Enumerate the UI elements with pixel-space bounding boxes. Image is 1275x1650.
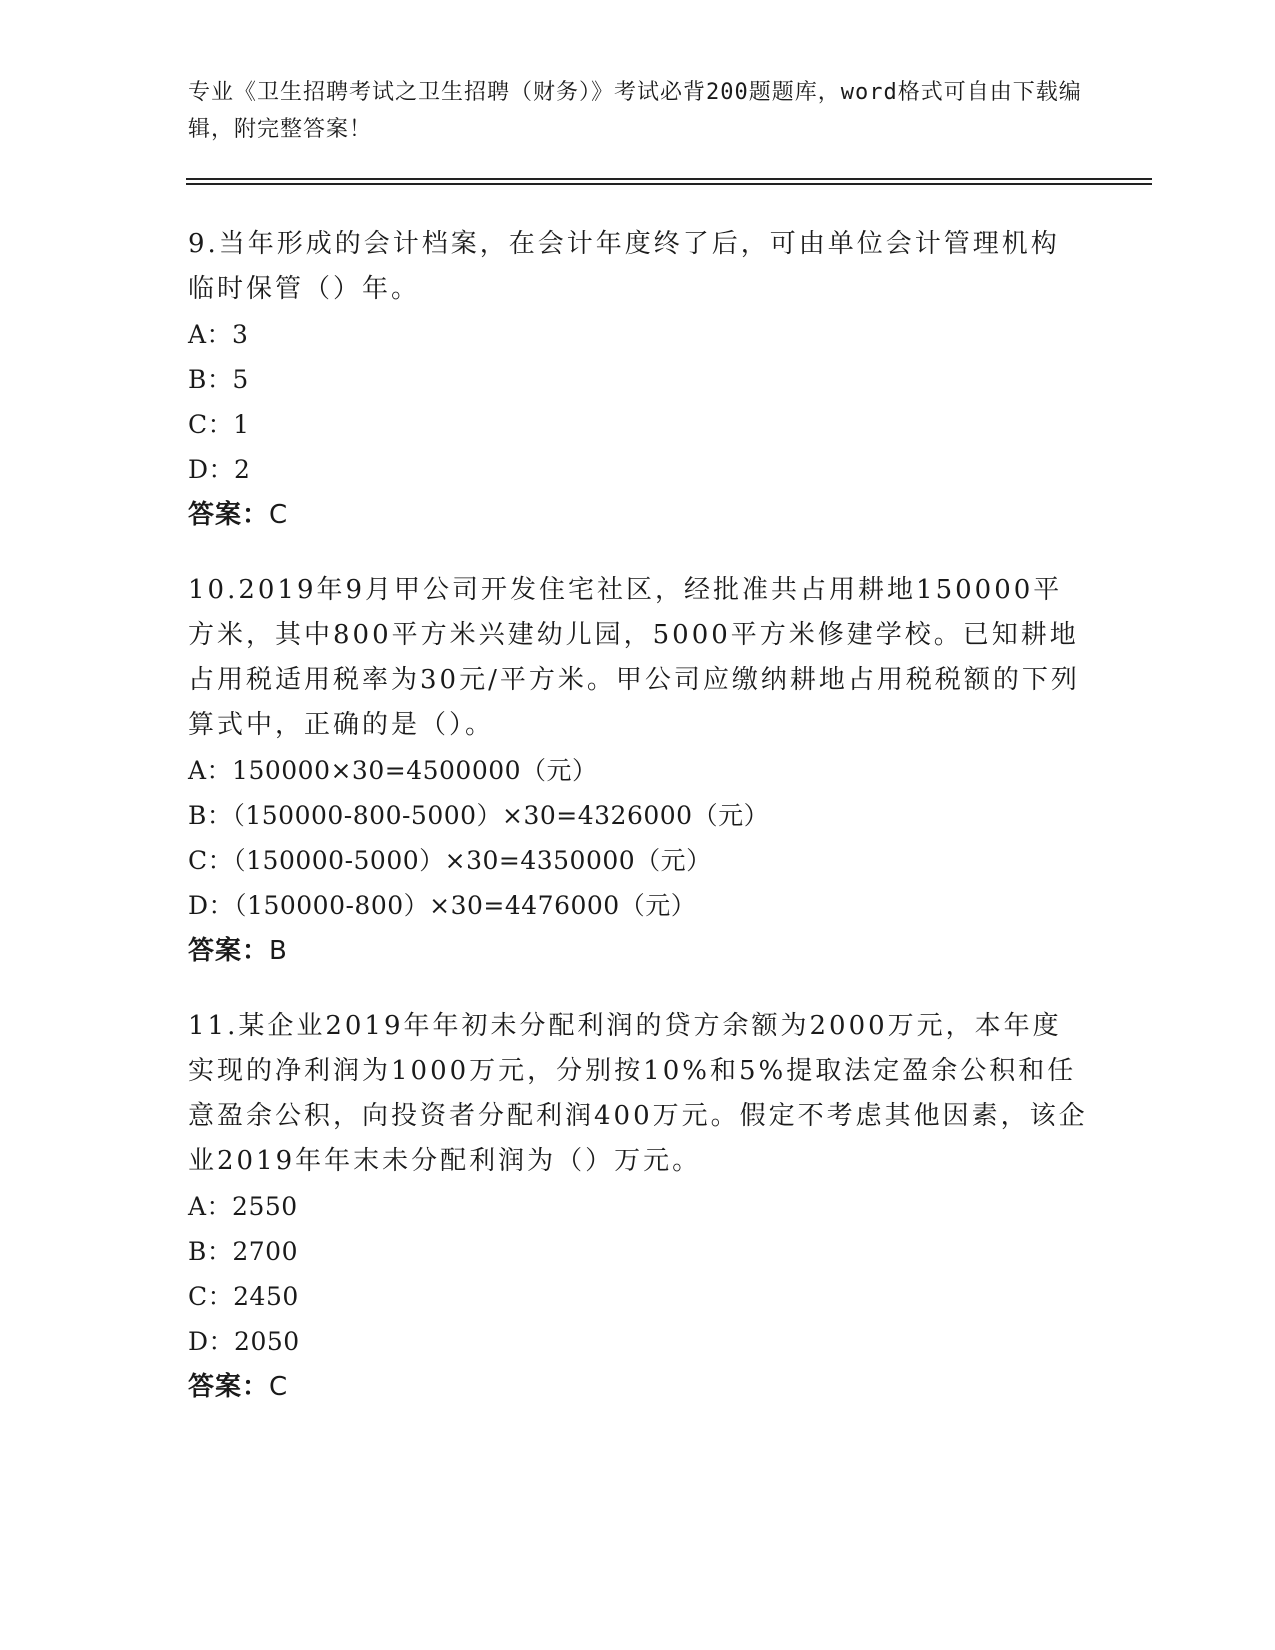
answer-line [188, 1364, 1088, 1410]
question-11 [188, 1004, 1088, 1410]
answer-value: B [269, 936, 288, 966]
option-c: C：2450 [188, 1282, 299, 1311]
answer-value: C [269, 1372, 289, 1402]
option-c: C：（150000-5000）×30=4350000（元） [188, 846, 712, 875]
document-header: 专业《卫生招聘考试之卫生招聘（财务）》考试必背200题题库，word格式可自由下载编辑，附完整答案！ [188, 80, 1082, 142]
option-c: C：1 [188, 410, 250, 439]
option-b: B：（150000-800-5000）×30=4326000（元） [188, 801, 770, 830]
option-d: D：2050 [188, 1327, 300, 1356]
question-text: 9.当年形成的会计档案，在会计年度终了后，可由单位会计管理机构临时保管（）年。 [188, 229, 1060, 304]
option-b: B：2700 [188, 1237, 298, 1266]
option-d: D：2 [188, 455, 251, 484]
option-d: D：（150000-800）×30=4476000（元） [188, 891, 697, 920]
option-a: A：150000×30=4500000（元） [188, 756, 598, 785]
answer-line [188, 928, 1088, 974]
question-text: 10.2019年9月甲公司开发住宅社区，经批准共占用耕地150000平方米，其中800平方米兴建幼儿园，5000平方米修建学校。已知耕地占用税适用税率为30元/平方米。甲公司应缴纳耕地占用税税额的下列算式中，正确的是（）。 [188, 575, 1080, 740]
option-b: B：5 [188, 365, 249, 394]
header-divider [186, 178, 1152, 185]
answer-value: C [269, 500, 289, 530]
answer-label: 答案： [188, 1372, 270, 1402]
question-text: 11.某企业2019年年初未分配利润的贷方余额为2000万元，本年度实现的净利润为1000万元，分别按10%和5%提取法定盈余公积和任意盈余公积，向投资者分配利润400万元。假定不考虑其他因素，该企业2019年年末未分配利润为（）万元。 [188, 1011, 1088, 1176]
option-a: A：3 [188, 320, 249, 349]
question-10 [188, 568, 1088, 974]
option-a: A：2550 [188, 1192, 298, 1221]
answer-label: 答案： [188, 936, 270, 966]
question-9 [188, 222, 1088, 538]
answer-label: 答案： [188, 500, 270, 530]
answer-line [188, 492, 1088, 538]
